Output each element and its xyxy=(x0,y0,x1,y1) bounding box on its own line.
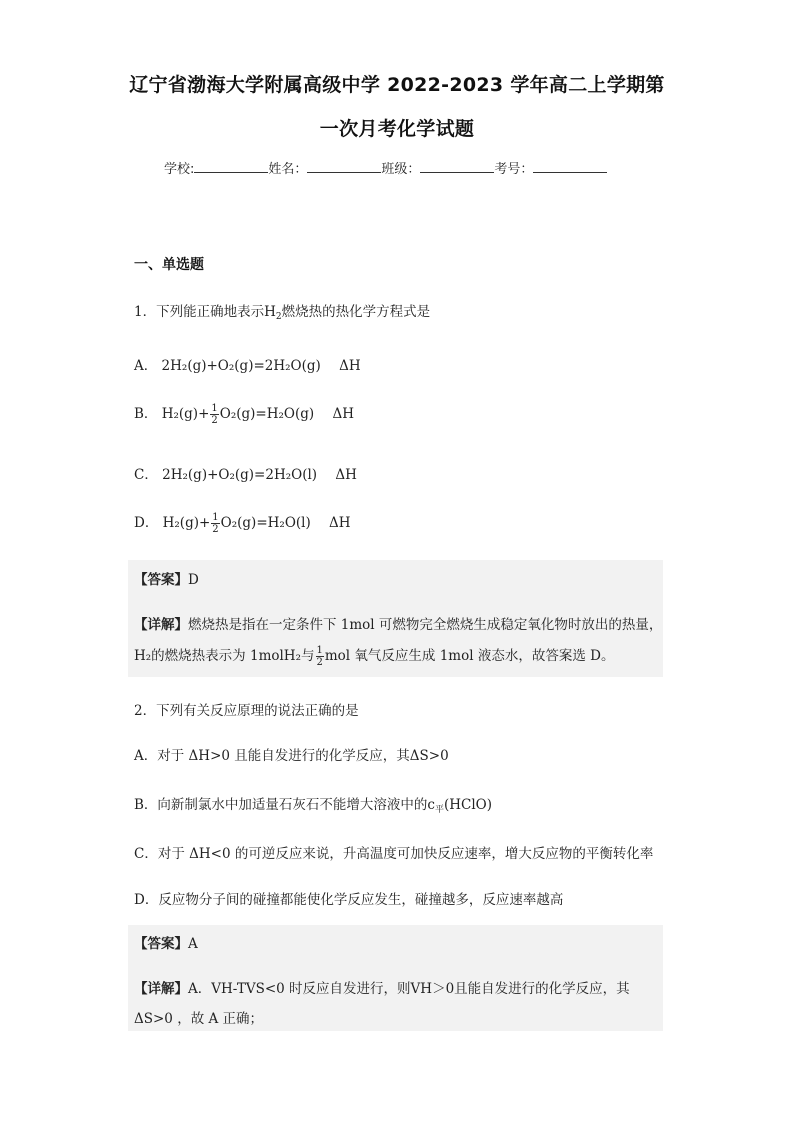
q2-option-b xyxy=(134,793,492,815)
option-equation-post: O₂(g)=H₂O(l) xyxy=(220,515,311,531)
delta-h: ΔH xyxy=(332,406,354,422)
student-info-row xyxy=(164,158,607,177)
q1-stem xyxy=(134,300,430,322)
name-blank[interactable] xyxy=(307,160,381,173)
concentration-symbol: c xyxy=(427,797,435,813)
option-equation-pre: H₂(g)+ xyxy=(161,406,210,422)
document-title-line-2: 一次月考化学试题 xyxy=(319,118,475,140)
detail-text: A．VH-TVS<0 时反应自发进行，则VH＞0且能自发进行的化学反应，其 xyxy=(188,981,630,997)
option-equation: 2H₂(g)+O₂(g)=2H₂O(g) xyxy=(161,358,321,374)
q2-option-a: A．对于 ΔH>0 且能自发进行的化学反应，其ΔS>0 xyxy=(134,748,449,764)
number-blank[interactable] xyxy=(533,160,607,173)
q1-detail-line-2 xyxy=(134,644,614,668)
class-label: 班级： xyxy=(381,162,421,177)
detail-tag: 【详解】 xyxy=(134,617,188,633)
q2-detail-line-1 xyxy=(134,977,630,997)
detail-text: 燃烧热是指在一定条件下 1mol 可燃物完全燃烧生成稳定氧化物时放出的热量， xyxy=(188,617,663,633)
q2-detail-line-2: ΔS>0 ，故 A 正确； xyxy=(134,1011,264,1027)
number-label: 考号： xyxy=(494,162,534,177)
q1-answer xyxy=(134,568,199,588)
q1-stem-subscript: 2 xyxy=(275,312,282,322)
fraction-denominator: 2 xyxy=(212,524,219,535)
delta-h: ΔH xyxy=(339,358,361,374)
answer-tag: 【答案】 xyxy=(134,572,188,588)
option-label: D． xyxy=(134,515,159,531)
option-equation: 2H₂(g)+O₂(g)=2H₂O(l) xyxy=(162,467,318,483)
fraction-half xyxy=(211,512,219,535)
fraction-denominator: 2 xyxy=(316,657,323,668)
fraction-denominator: 2 xyxy=(211,415,218,426)
q1-option-a xyxy=(134,354,361,374)
q1-option-c xyxy=(134,463,357,483)
option-equation-post: O₂(g)=H₂O(g) xyxy=(219,406,315,422)
fraction-half xyxy=(316,645,324,668)
name-label: 姓名： xyxy=(268,162,308,177)
q1-detail-line-1 xyxy=(134,613,662,633)
fraction-half xyxy=(210,403,218,426)
option-equation-pre: H₂(g)+ xyxy=(162,515,211,531)
answer-tag: 【答案】 xyxy=(134,936,188,952)
school-label: 学校: xyxy=(164,162,195,177)
option-text: B．向新制氯水中加适量石灰石不能增大溶液中的 xyxy=(134,797,428,813)
species: (HClO) xyxy=(444,797,493,813)
option-label: A． xyxy=(134,358,158,374)
detail-tag: 【详解】 xyxy=(134,981,188,997)
class-blank[interactable] xyxy=(420,160,494,173)
fraction-numerator: 1 xyxy=(211,403,218,414)
concentration-subscript: 平 xyxy=(434,805,444,815)
section-heading: 一、单选题 xyxy=(134,257,204,273)
fraction-numerator: 1 xyxy=(316,645,323,656)
school-blank[interactable] xyxy=(194,160,268,173)
detail-text-tail: mol 氧气反应生成 1mol 液态水，故答案选 D。 xyxy=(324,648,615,664)
q2-stem: 2．下列有关反应原理的说法正确的是 xyxy=(134,703,359,719)
q2-option-c: C．对于 ΔH<0 的可逆反应来说，升高温度可加快反应速率，增大反应物的平衡转化率 xyxy=(134,846,654,862)
document-title-line-1: 辽宁省渤海大学附属高级中学 2022-2023 学年高二上学期第 xyxy=(129,74,665,96)
q2-option-d: D．反应物分子间的碰撞都能使化学反应发生，碰撞越多，反应速率越高 xyxy=(134,892,564,908)
q1-option-b xyxy=(134,402,354,426)
answer-value: A xyxy=(188,936,198,952)
delta-h: ΔH xyxy=(329,515,351,531)
option-label: B． xyxy=(134,406,158,422)
delta-h: ΔH xyxy=(335,467,357,483)
q1-stem-text-tail: 燃烧热的热化学方程式是 xyxy=(281,304,431,320)
q2-answer xyxy=(134,932,198,952)
q1-stem-species: H xyxy=(264,304,276,320)
q1-option-d xyxy=(134,511,351,535)
option-label: C． xyxy=(134,467,158,483)
q1-stem-text: 1．下列能正确地表示 xyxy=(134,304,265,320)
detail-text: H₂的燃烧热表示为 1molH₂与 xyxy=(134,648,315,664)
fraction-numerator: 1 xyxy=(212,512,219,523)
answer-value: D xyxy=(188,572,199,588)
